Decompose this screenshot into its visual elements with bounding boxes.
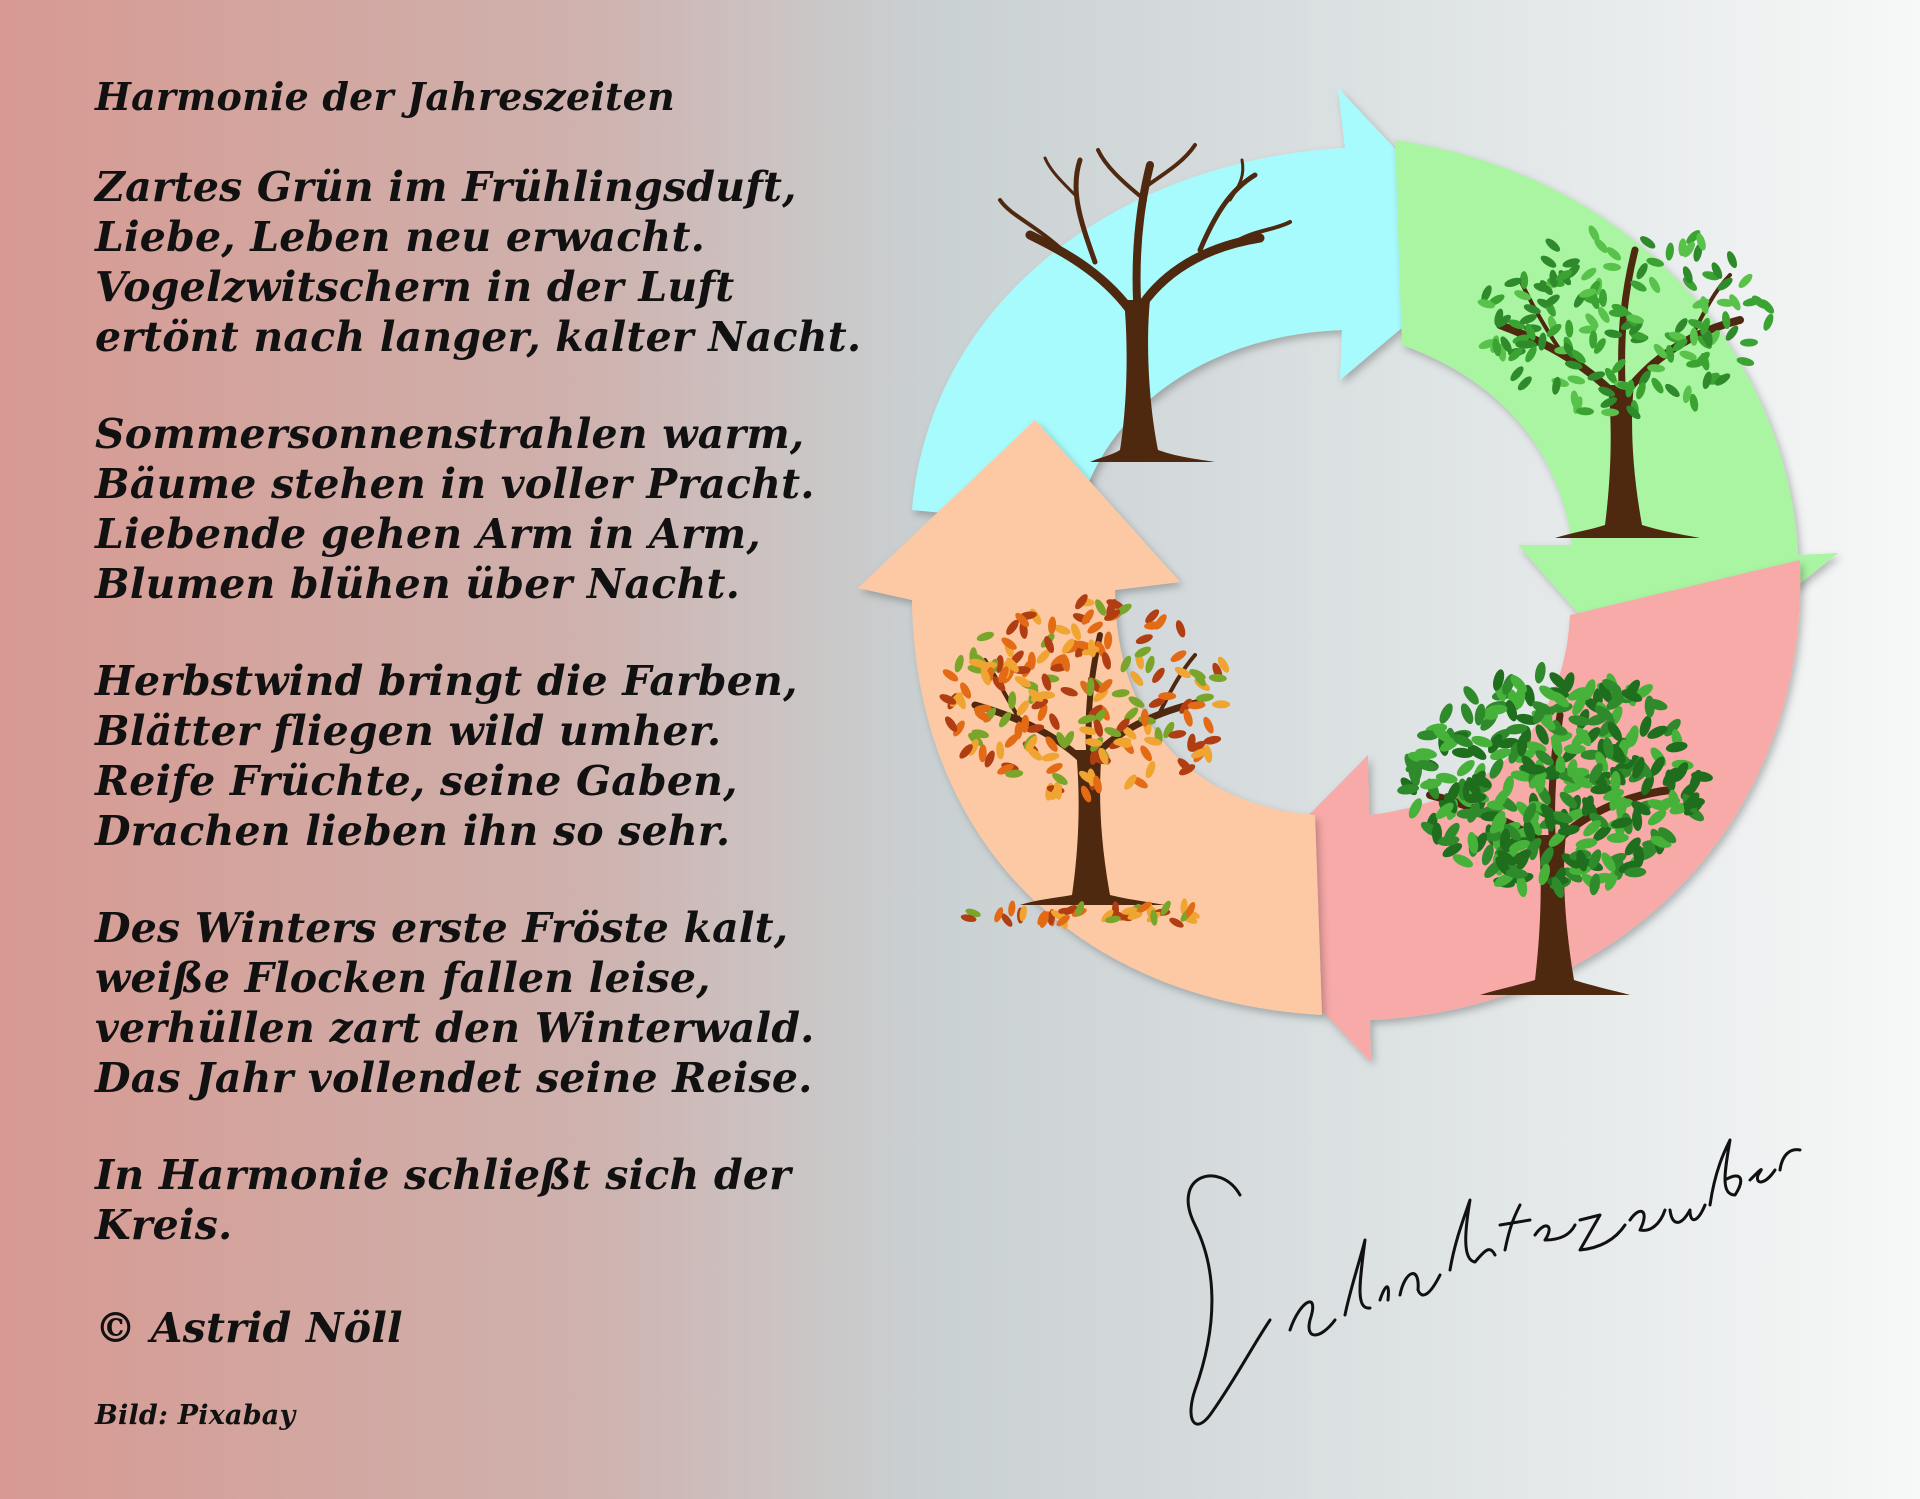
leaf — [1201, 715, 1216, 735]
poem-line: Reife Früchte, seine Gaben, — [95, 757, 738, 805]
leaf — [1028, 652, 1036, 670]
leaf — [1761, 312, 1775, 332]
leaf — [1141, 709, 1149, 727]
poem-line: Blumen blühen über Nacht. — [95, 560, 741, 608]
poem-line: ertönt nach langer, kalter Nacht. — [95, 313, 862, 361]
leaf — [1212, 700, 1230, 708]
closing-line: In Harmonie schließt sich der Kreis. — [95, 1151, 791, 1249]
leaf — [1134, 632, 1154, 646]
poem-title: Harmonie der Jahreszeiten — [95, 74, 675, 119]
leaf — [1202, 744, 1213, 763]
fallen-leaf — [1007, 900, 1016, 917]
leaf — [1524, 765, 1546, 775]
leaf — [1174, 619, 1187, 639]
leaf — [1209, 673, 1228, 682]
leaf — [1144, 655, 1157, 675]
image-credit: Bild: Pixabay — [95, 1400, 296, 1431]
leaf — [1725, 250, 1739, 270]
leaf — [1437, 701, 1456, 725]
poem-line: Drachen lieben ihn so sehr. — [95, 807, 731, 855]
leaf — [1169, 648, 1189, 664]
leaf — [1665, 242, 1675, 261]
leaf — [1533, 661, 1547, 685]
leaf — [1634, 846, 1644, 868]
leaf — [1736, 272, 1754, 291]
poem-line: Liebe, Leben neu erwacht. — [95, 213, 706, 261]
poem-line: Des Winters erste Fröste kalt, — [95, 904, 789, 952]
poem-line: Liebende gehen Arm in Arm, — [95, 510, 761, 558]
leaf — [1740, 338, 1758, 347]
leaf — [1203, 734, 1222, 746]
poem-line: Bäume stehen in voller Pracht. — [95, 460, 815, 508]
poem-line: weiße Flocken fallen leise, — [95, 954, 711, 1002]
poem-line: Herbstwind bringt die Farben, — [95, 657, 798, 705]
poem-line: Blätter fliegen wild umher. — [95, 707, 722, 755]
signature-gedichtezauber — [1188, 1140, 1800, 1424]
copyright-line: © Astrid Nöll — [95, 1304, 403, 1352]
leaf — [1158, 692, 1176, 700]
poem-line: verhüllen zart den Winterwald. — [95, 1004, 815, 1052]
poem-line: Vogelzwitschern in der Luft — [95, 263, 735, 311]
poem-line: Das Jahr vollendet seine Reise. — [95, 1054, 813, 1102]
poem-line: Zartes Grün im Frühlingsduft, — [95, 163, 797, 211]
poem-line: Sommersonnenstrahlen warm, — [95, 410, 805, 458]
fallen-leaf — [1058, 908, 1074, 915]
leaf — [1458, 702, 1476, 726]
